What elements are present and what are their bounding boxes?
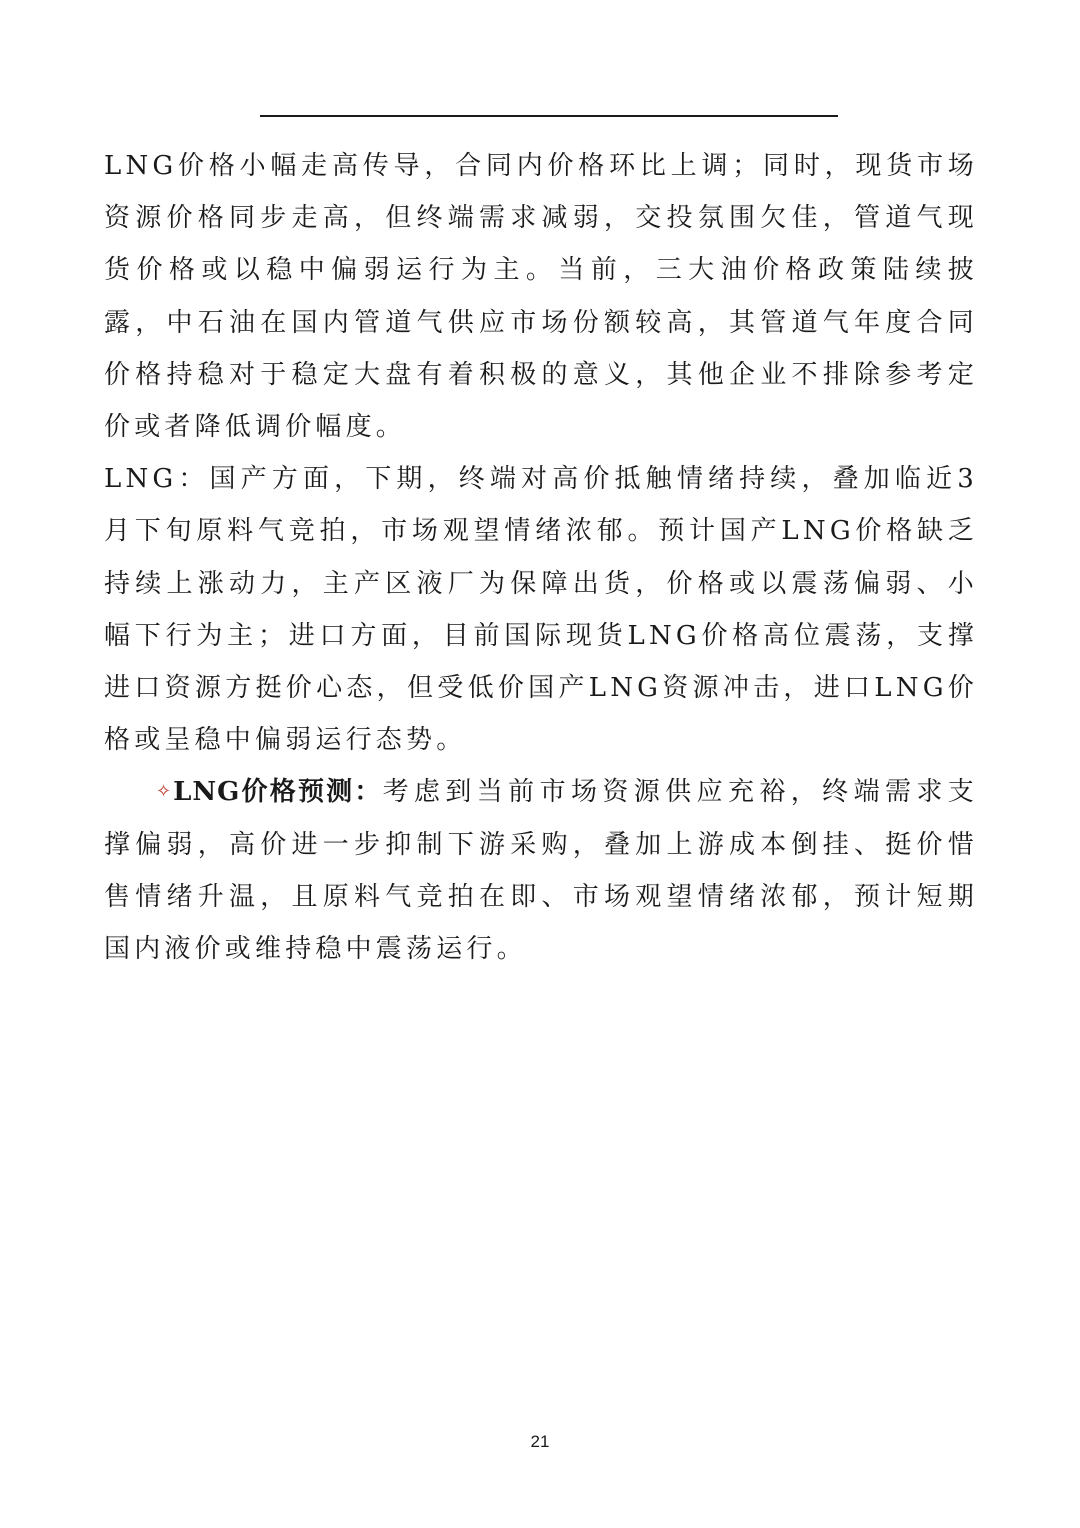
- forecast-text: 考虑到当前市场资源供应充裕，终端需求支撑偏弱，高价进一步抑制下游采购，叠加上游成本倒挂、挺价惜售情绪升温，且原料气竞拍在即、市场观望情绪浓郁，预计短期国内液价或维持稳中震荡运行。: [104, 777, 978, 965]
- document-body: [104, 140, 978, 975]
- page-number: 21: [530, 1432, 550, 1451]
- forecast-heading: LNG价格预测：: [173, 777, 383, 808]
- paragraph-pipeline-gas: LNG价格小幅走高传导，合同内价格环比上调；同时，现货市场资源价格同步走高，但终端需求减弱，交投氛围欠佳，管道气现货价格或以稳中偏弱运行为主。当前，三大油价格政策陆续披露，中石油在国内管道气供应市场份额较高，其管道气年度合同价格持稳对于稳定大盘有着积极的意义，其他企业不排除参考定价或者降低调价幅度。: [104, 151, 978, 443]
- diamond-bullet-icon: ✧: [156, 781, 172, 803]
- header-rule: [260, 115, 838, 117]
- paragraph-lng-forecast: [104, 766, 978, 975]
- paragraph-lng-outlook: LNG：国产方面，下期，终端对高价抵触情绪持续，叠加临近3月下旬原料气竞拍，市场观望情绪浓郁。预计国产LNG价格缺乏持续上涨动力，主产区液厂为保障出货，价格或以震荡偏弱、小幅下行为主；进口方面，目前国际现货LNG价格高位震荡，支撑进口资源方挺价心态，但受低价国产LNG资源冲击，进口LNG价格或呈稳中偏弱运行态势。: [104, 464, 978, 756]
